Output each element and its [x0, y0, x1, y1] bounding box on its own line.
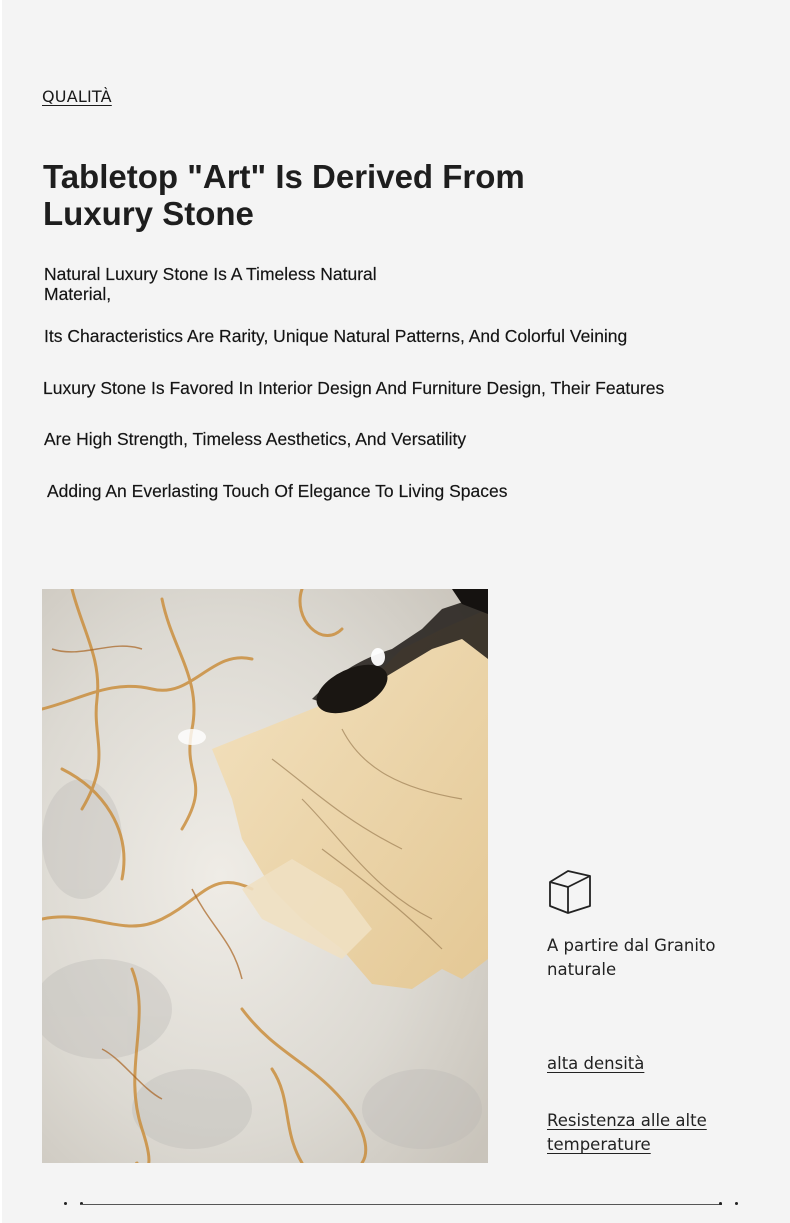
- carousel-progress[interactable]: [62, 1196, 742, 1214]
- carousel-dot-end[interactable]: [719, 1202, 722, 1205]
- carousel-dot-end-2[interactable]: [735, 1202, 738, 1205]
- granite-slab-image: [42, 589, 488, 1163]
- carousel-track[interactable]: [80, 1204, 722, 1205]
- description-line-4: Are High Strength, Timeless Aesthetics, And Versatility: [44, 429, 467, 449]
- description-line-1: Natural Luxury Stone Is A Timeless Natural Material,: [44, 264, 377, 304]
- page-title: Tabletop "Art" Is Derived From Luxury Stone: [43, 158, 525, 232]
- page-background: [2, 0, 790, 1223]
- description-line-2: Its Characteristics Are Rarity, Unique Natural Patterns, And Colorful Veining: [44, 326, 628, 346]
- density-link[interactable]: alta densità: [547, 1054, 645, 1073]
- description-line-5: Adding An Everlasting Touch Of Elegance To Living Spaces: [47, 481, 508, 501]
- cube-icon: [546, 868, 594, 916]
- section-eyebrow-link[interactable]: QUALITÀ: [42, 87, 112, 106]
- carousel-dot-start[interactable]: [64, 1202, 67, 1205]
- material-origin-text: A partire dal Granito naturale: [547, 936, 716, 979]
- description-line-3: Luxury Stone Is Favored In Interior Design And Furniture Design, Their Features: [43, 378, 665, 398]
- heat-resistance-link[interactable]: Resistenza alle alte temperature: [547, 1111, 707, 1154]
